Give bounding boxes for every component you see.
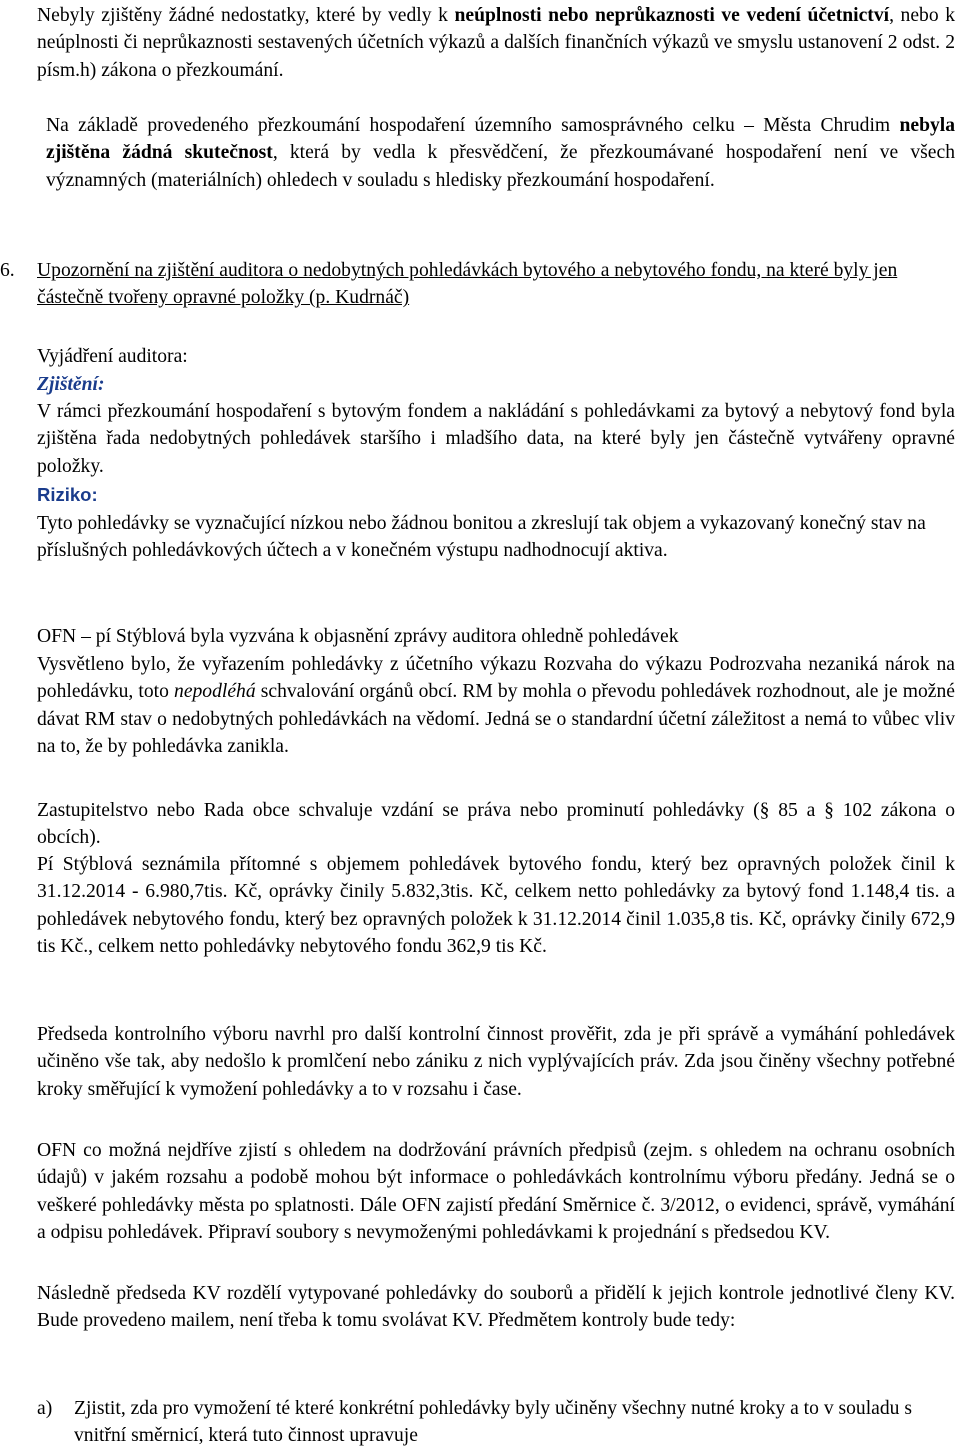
explanation-text-end: schvalování orgánů obcí. RM by mohla o převodu pohledávek rozhodnout, ale je možné dávat RM stav o nedobytných pohledávkách na vědomí. Jedná se o standardní účetní záležitost a nemá to vůbec vliv na to, že by pohledávka zanikla. bbox=[37, 681, 956, 758]
chair-paragraph-3: Následně předseda KV rozdělí vytypované pohledávky do souborů a přidělí k jejich kontrole jednotlivé členy KV. Bude provedeno mailem, není třeba k tomu svolávat KV. Předmětem kontroly bude tedy: bbox=[37, 1283, 955, 1332]
section-number: 6. bbox=[0, 260, 15, 281]
chair-paragraph-1: Předseda kontrolního výboru navrhl pro další kontrolní činnost prověřit, zda je při správě a vymáhání pohledávek učiněno vše tak, aby nedošlo k promlčení nebo zániku z nich vyplývajících práv. Zda jsou činěny všechny potřebné kroky směřující k vymožení pohledávky a to v rozsahu i čase. bbox=[37, 1024, 955, 1100]
intro-text-start: Nebyly zjištěny žádné nedostatky, které by vedly k bbox=[37, 5, 455, 26]
conclusion-bold-phrase: nebyla zjištěna žádná skutečnost bbox=[46, 115, 955, 164]
discussion-paragraph-4: Pí Stýblová seznámila přítomné s objemem pohledávek bytového fondu, který bez opravných položek činil k 31.12.2014 - 6.980,7tis. Kč, oprávky činily 5.832,3tis. Kč, celkem netto pohledávky za bytový fond 1.148,4 tis. a pohledávek nebytového fondu, který bez opravných položek k 31.12.2014 činil 1.035,8 tis. Kč, oprávky činily 672,9 tis Kč., celkem netto pohledávky nebytového fondu 362,9 tis Kč. bbox=[37, 854, 955, 958]
conclusion-text-start: Na základě provedeného přezkoumání hospodaření územního samosprávného celku – Města Chrudim bbox=[46, 115, 900, 136]
discussion-paragraph-2 bbox=[37, 651, 955, 761]
list-item-label: a) bbox=[37, 1398, 53, 1419]
explanation-italic-word: nepodléhá bbox=[174, 681, 256, 703]
chair-paragraph-2: OFN co možná nejdříve zjistí s ohledem na dodržování právních předpisů (zejm. s ohledem na ochranu osobních údajů) v jakém rozsahu a podobě mohou být informace o pohledávkách kontrolnímu výboru předány. Jedná se o veškeré pohledávky města po splatnosti. Dále OFN zajistí předání Směrnice č. 3/2012, o evidenci, správě, vymáhání a odpisu pohledávek. Připraví soubory s nevymoženými pohledávkami k projednání s předsedou KV. bbox=[37, 1140, 955, 1244]
intro-paragraph-2 bbox=[46, 112, 955, 194]
risk-label: Riziko: bbox=[37, 484, 98, 505]
section-title: Upozornění na zjištění auditora o nedobytných pohledávkách bytového a nebytového fondu, na které byly jen částečně tvořeny opravné položky (p. Kudrnáč) bbox=[37, 260, 898, 309]
explanation-text-start: Vysvětleno bylo, že vyřazením pohledávky z účetního výkazu Rozvaha do výkazu Podrozvaha nezaniká nárok na pohledávku, toto bbox=[37, 654, 955, 703]
discussion-paragraph-3: Zastupitelstvo nebo Rada obce schvaluje vzdání se práva nebo prominutí pohledávky (§ 85 a § 102 zákona o obcích). bbox=[37, 800, 955, 849]
conclusion-text-end: , která by vedla k přesvědčení, že přezkoumávané hospodaření není ve všech významných (materiálních) ohledech v souladu s hledisky přezkoumání hospodaření. bbox=[46, 142, 955, 191]
intro-paragraph-1 bbox=[37, 2, 955, 84]
intro-text-end: , nebo k neúplnosti či neprůkaznosti sestavených účetních výkazů a dalších finančních výkazů ve smyslu ustanovení 2 odst. 2 písm.h) zákona o přezkoumání. bbox=[37, 5, 955, 81]
intro-bold-phrase: neúplnosti nebo neprůkaznosti ve vedení účetnictví bbox=[454, 5, 890, 26]
finding-label: Zjištění: bbox=[37, 374, 105, 395]
finding-text: V rámci přezkoumání hospodaření s bytovým fondem a nakládání s pohledávkami za bytový a nebytový fond byla zjištěna řada nedobytných pohledávek staršího i mladšího data, na které byly jen částečně vytvářeny opravné položky. bbox=[37, 401, 955, 477]
discussion-paragraph-1: OFN – pí Stýblová byla vyzvána k objasnění zprávy auditora ohledně pohledávek bbox=[37, 626, 679, 647]
list-item-text: Zjistit, zda pro vymožení té které konkrétní pohledávky byly učiněny všechny nutné kroky a to v souladu s vnitřní směrnicí, která tuto činnost upravuje bbox=[74, 1398, 912, 1447]
risk-text: Tyto pohledávky se vyznačující nízkou nebo žádnou bonitou a zkreslují tak objem a vykazovaný konečný stav na příslušných pohledávkových účtech a v konečném výstupu nadhodnocují aktiva. bbox=[37, 513, 926, 562]
auditor-heading: Vyjádření auditora: bbox=[37, 346, 188, 367]
